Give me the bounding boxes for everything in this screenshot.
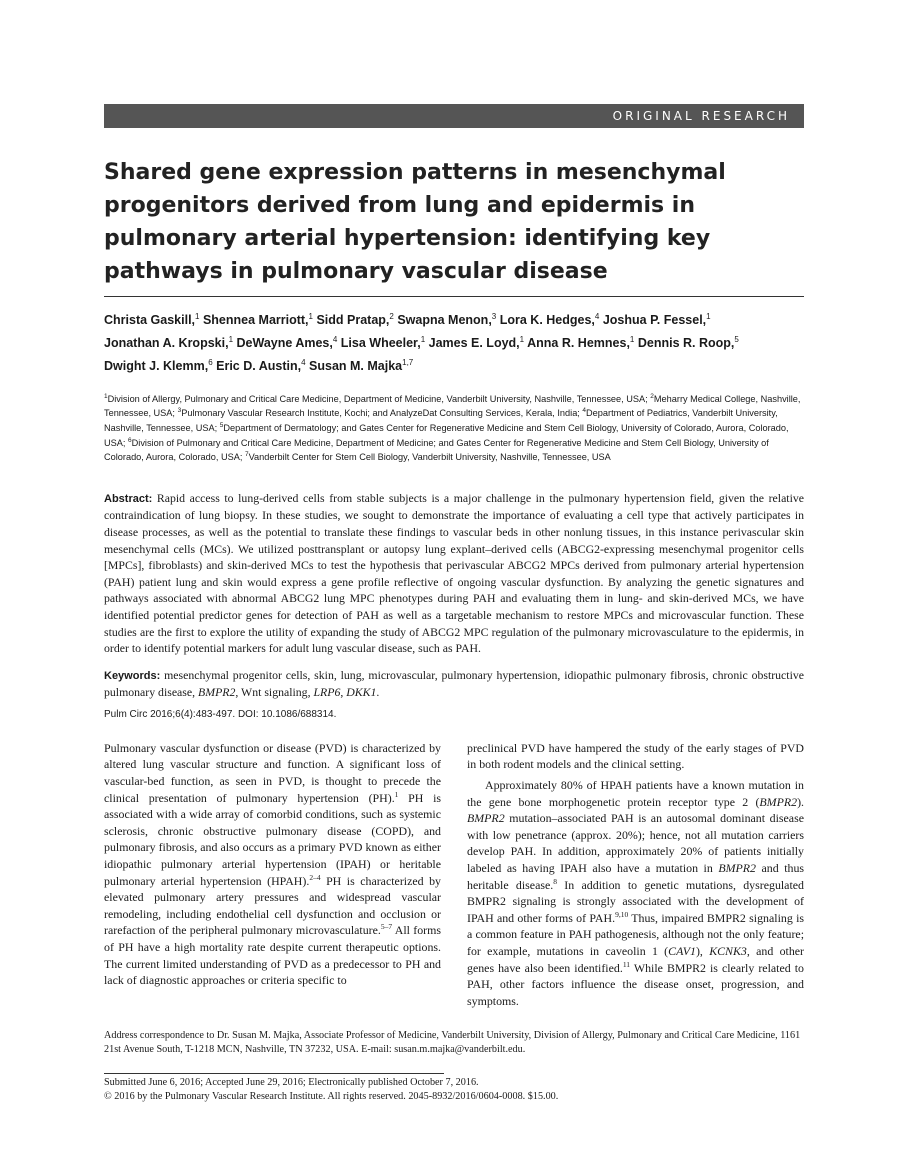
affiliation: $^4$Department of Pediatrics, Vanderbilt University, Nashville, Tennessee, USA; [104, 407, 778, 433]
keywords-label: Keywords: [104, 669, 161, 682]
affiliation: $^2$Meharry Medical College, Nashville, Tennessee, USA; [104, 392, 801, 419]
author: Eric D. Austin,$^4$ [216, 358, 306, 374]
abstract-text: Rapid access to lung-derived cells from stable subjects is a major challenge in the pulmonary hypertension field, given the relative contraindication of lung biopsy. In these studies, we sought to demonstrate the importance of evaluating a cell type that actively participates in disease processes, as well as the potential to translate these findings to vascular beds in other nonlung tissues, in this instance perivascular skin mesenchymal cells (MCs). We utilized posttransplant or autopsy lung explant–derived cells (ABCG2-expressing mesenchymal progenitor cells [MPCs], fibroblasts) and skin-derived MCs to test the hypothesis that perivascular ABCG2 MPCs derived from pulmonary arterial hypertension (PAH) patient lung and skin would express a gene profile reflective of ongoing vascular dysfunction. By analyzing the genetic signatures and pathways associated with abnormal ABCG2 lung MPC phenotypes during PAH and evaluating them in lung- and skin-derived MCs, we have identified potential predictor genes for detection of PAH as well as a targetable mechanism to restore MPCs and microvascular function. These studies are the first to explore the utility of expanding the study of ABCG2 MPC regulation of the pulmonary microvasculature to the epidermis, in order to identify potential markers for adult lung vascular disease, such as PAH. [104, 490, 804, 656]
body-columns [104, 740, 804, 1010]
author: Dwight J. Klemm,$^6$ [104, 358, 213, 374]
body-column-left [104, 740, 441, 1010]
author: Christa Gaskill,$^1$ [104, 312, 200, 328]
author-list [104, 307, 804, 376]
paragraph: Pulmonary vascular dysfunction or disease (PVD) is characterized by altered lung vascular structure and function. A significant loss of vascular-bed function, as seen in PVD, is thought to precede the clinical presentation of pulmonary hypertension (PH).$^1$ PH is associated with a wide array of comorbid conditions, such as systemic sclerosis, chronic obstructive pulmonary disease (COPD), and pulmonary fibrosis, and also occurs as a primary PVD known as either idiopathic pulmonary arterial hypertension (IPAH) or heritable pulmonary arterial hypertension (HPAH).$^{2-4}$ PH is characterized by elevated pulmonary artery pressures and widespread vascular remodeling, including endothelial cell dysfunction and occlusion or rarefaction of the peripheral pulmonary microvasculature.$^{5-7}$ All forms of PH have a high mortality rate despite current therapeutic options. The current limited understanding of PVD as a predecessor to PH and lack of diagnostic approaches or criteria specific to [104, 740, 442, 988]
author: Sidd Pratap,$^2$ [316, 312, 394, 328]
article-page [104, 104, 804, 1104]
author: Shennea Marriott,$^1$ [202, 312, 313, 328]
author: James E. Loyd,$^1$ [428, 335, 525, 351]
author: Dennis R. Roop,$^5$ [637, 335, 739, 351]
submission-dates: Submitted June 6, 2016; Accepted June 29, 2016; Electronically published October 7, 2016. [104, 1077, 479, 1089]
author: Lisa Wheeler,$^1$ [340, 335, 426, 351]
footer [104, 1076, 804, 1104]
author: Joshua P. Fessel,$^1$ [602, 312, 711, 328]
correspondence-address: Address correspondence to Dr. Susan M. Majka, Associate Professor of Medicine, Vanderbilt University, Division of Allergy, Pulmonary and Critical Care Medicine, 1161 21st Avenue South, T-1218 MCN, Nashville, TN 37232, USA. E-mail: susan.m.majka@vanderbilt.edu. [104, 1030, 801, 1056]
affiliation: $^1$Division of Allergy, Pulmonary and Critical Care Medicine, Department of Medicine, Vanderbilt University, Nashville, Tennessee, USA; [104, 392, 648, 404]
paragraph: Approximately 80% of HPAH patients have a known mutation in the gene bone morphogenetic protein receptor type 2 (BMPR2). BMPR2 mutation–associated PAH is an autosomal dominant disease with low penetrance (approx. 20%); hence, not all mutation carriers develop PAH. In addition, approximately 20% of patients initially labeled as having IPAH also have a mutation in BMPR2 and thus heritable disease.$^8$ In addition to genetic mutations, dysregulated BMPR2 signaling is strongly associated with the development of IPAH and other forms of PAH.$^{9,10}$ Thus, impaired BMPR2 signaling is a common feature in PAH pathogenesis, although not the only feature; for example, mutations in caveolin 1 (CAV1), KCNK3, and other genes have also been identified.$^{11}$ While BMPR2 is clearly related to PAH, other factors influence the disease onset, progression, and symptoms. [467, 778, 805, 1008]
affiliation: $^7$Vanderbilt Center for Stem Cell Biology, Vanderbilt University, Nashville, Tennessee, USA [244, 451, 611, 463]
keywords: Keywords: mesenchymal progenitor cells, skin, lung, microvascular, pulmonary hypertension, idiopathic pulmonary fibrosis, chronic obstructive pulmonary disease, BMPR2, Wnt signaling, LRP6, DKK1. [104, 667, 804, 700]
affiliations [104, 390, 804, 463]
author: Lora K. Hedges,$^4$ [499, 312, 600, 328]
abstract-label: Abstract: [104, 492, 153, 505]
author: Anna R. Hemnes,$^1$ [527, 335, 635, 351]
author: DeWayne Ames,$^4$ [236, 335, 338, 351]
paragraph: preclinical PVD have hampered the study of the early stages of PVD in both rodent models and the clinical setting. [467, 740, 804, 772]
affiliation: $^6$Division of Pulmonary and Critical Care Medicine, Department of Medicine; and Gates Center for Regenerative Medicine and Stem Cell Biology, University of Colorado, Aurora, Colorado, USA; [104, 436, 769, 463]
title-rule [104, 296, 804, 297]
author: Swapna Menon,$^3$ [397, 312, 497, 328]
abstract [104, 490, 804, 657]
copyright: © 2016 by the Pulmonary Vascular Research Institute. All rights reserved. 2045-8932/2016/0604-0008. $15.00. [104, 1091, 559, 1103]
section-banner [104, 104, 804, 128]
banner-label: ORIGINAL RESEARCH [612, 109, 790, 123]
affiliation: $^5$Department of Dermatology; and Gates Center for Regenerative Medicine and Stem Cell Biology, University of Colorado, Aurora, Colorado, USA; [104, 421, 789, 448]
article-title: Shared gene expression patterns in mesenchymal progenitors derived from lung and epidermis in pulmonary arterial hypertension: identifying key pathways in pulmonary vascular disease [104, 160, 726, 284]
affiliation: $^3$Pulmonary Vascular Research Institute, Kochi; and AnalyzeDat Consulting Services, Kerala, India; [177, 407, 580, 419]
citation: Pulm Circ 2016;6(4):483-497. DOI: 10.1086/688314. [104, 708, 337, 720]
body-column-right [467, 740, 804, 1010]
author: Susan M. Majka$^{1,7}$ [309, 358, 414, 374]
footer-rule [104, 1073, 444, 1074]
author: Jonathan A. Kropski,$^1$ [104, 335, 234, 351]
